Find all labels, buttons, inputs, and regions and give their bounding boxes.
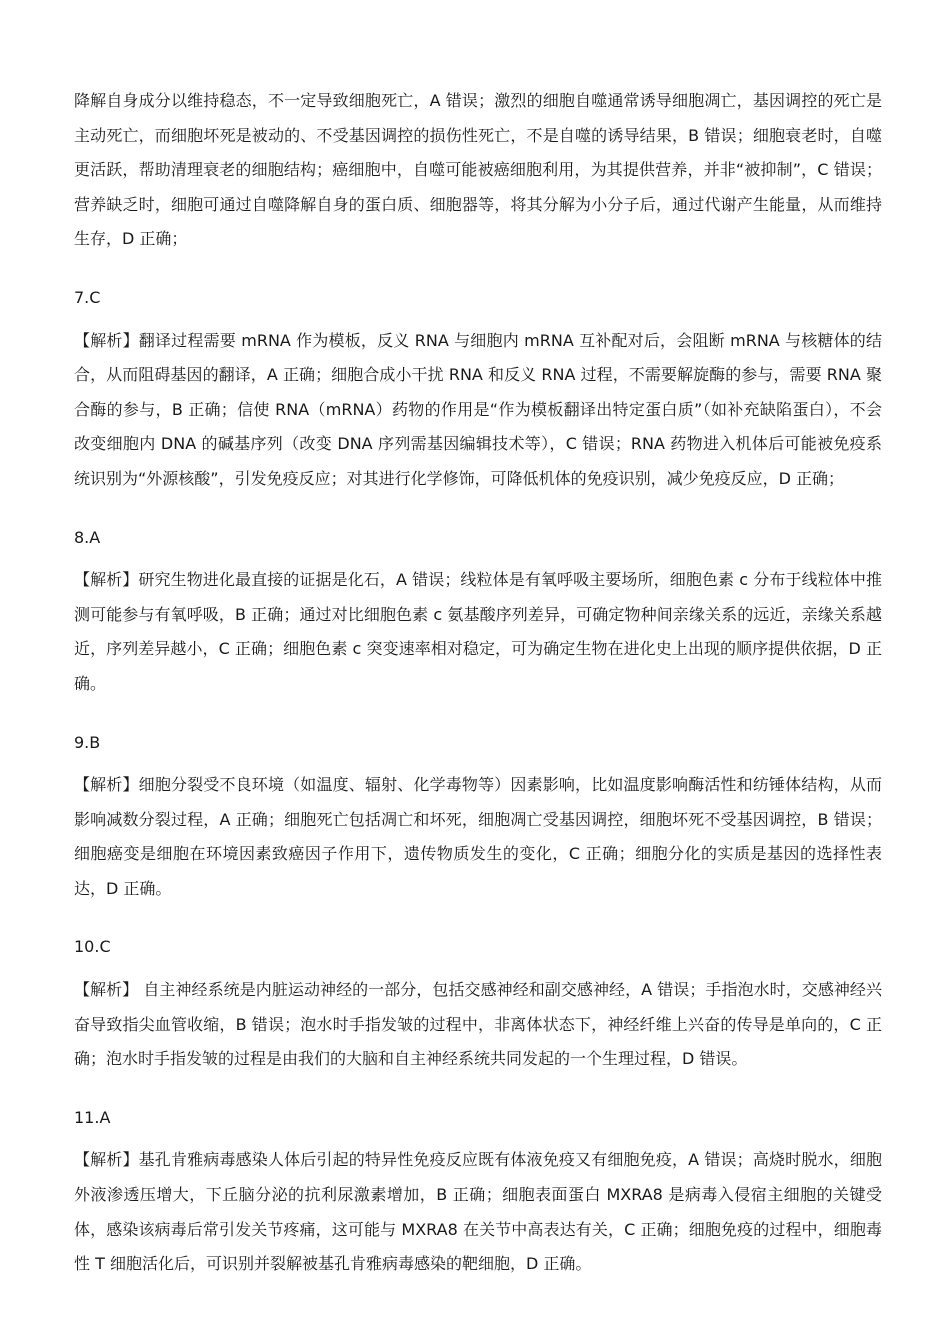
document-page	[74, 84, 882, 1282]
spacer	[74, 702, 882, 726]
analysis-paragraph-q7: 【解析】翻译过程需要 mRNA 作为模板，反义 RNA 与细胞内 mRNA 互补配对后，会阻断 mRNA 与核糖体的结合，从而阻碍基因的翻译，A 正确；细胞合成小干扰 RNA 和反义 RNA 过程，不需要解旋酶的参与，需要 RNA 聚合酶的参与，B 正确；信使 RNA（mRNA）药物的作用是“作为模板翻译出特定蛋白质”（如补充缺陷蛋白），不会改变细胞内 DNA 的碱基序列（改变 DNA 序列需基因编辑技术等），C 错误；RNA 药物进入机体后可能被免疫系统识别为“外源核酸”，引发免疫反应；对其进行化学修饰，可降低机体的免疫识别，减少免疫反应，D 正确；	[74, 330, 882, 488]
analysis-paragraph-q10: 【解析】 自主神经系统是内脏运动神经的一部分，包括交感神经和副交感神经，A 错误；手指泡水时，交感神经兴奋导致指尖血管收缩，B 错误；泡水时手指发皱的过程中，非离体状态下，神经纤维上兴奋的传导是单向的，C 正确；泡水时手指发皱的过程是由我们的大脑和自主神经系统共同发起的一个生理过程，D 错误。	[74, 980, 882, 1069]
spacer	[74, 257, 882, 281]
analysis-paragraph-q8: 【解析】研究生物进化最直接的证据是化石，A 错误；线粒体是有氧呼吸主要场所，细胞色素 c 分布于线粒体中推测可能参与有氧呼吸，B 正确；通过对比细胞色素 c 氨基酸序列差异，可确定物种间亲缘关系的远近，亲缘关系越近，序列差异越小，C 正确；细胞色素 c 突变速率相对稳定，可为确定生物在进化史上出现的顺序提供依据，D 正确。	[74, 570, 882, 693]
spacer	[74, 906, 882, 930]
answer-label-q8: 8.A	[74, 527, 101, 547]
spacer	[74, 1135, 882, 1143]
spacer	[74, 760, 882, 768]
spacer	[74, 965, 882, 973]
spacer	[74, 316, 882, 324]
spacer	[74, 1077, 882, 1101]
analysis-paragraph-q9: 【解析】细胞分裂受不良环境（如温度、辐射、化学毒物等）因素影响，比如温度影响酶活性和纺锤体结构，从而影响减数分裂过程，A 正确；细胞死亡包括凋亡和坏死，细胞凋亡受基因调控，细胞坏死不受基因调控，B 错误；细胞癌变是细胞在环境因素致癌因子作用下，遗传物质发生的变化，C 正确；细胞分化的实质是基因的选择性表达，D 正确。	[74, 775, 882, 898]
spacer	[74, 497, 882, 521]
answer-label-q11: 11.A	[74, 1107, 111, 1127]
answer-label-q10: 10.C	[74, 937, 111, 957]
answer-label-q9: 9.B	[74, 732, 101, 752]
answer-label-q7: 7.C	[74, 287, 101, 307]
analysis-paragraph-q6: 降解自身成分以维持稳态，不一定导致细胞死亡，A 错误；激烈的细胞自噬通常诱导细胞凋亡，基因调控的死亡是主动死亡，而细胞坏死是被动的、不受基因调控的损伤性死亡，不是自噬的诱导结果，B 错误；细胞衰老时，自噬更活跃，帮助清理衰老的细胞结构；癌细胞中，自噬可能被癌细胞利用，为其提供营养，并非“被抑制”，C 错误；营养缺乏时，细胞可通过自噬降解自身的蛋白质、细胞器等，将其分解为小分子后，通过代谢产生能量，从而维持生存，D 正确；	[74, 91, 882, 249]
spacer	[74, 555, 882, 563]
analysis-paragraph-q11: 【解析】基孔肯雅病毒感染人体后引起的特异性免疫反应既有体液免疫又有细胞免疫，A 错误；高烧时脱水，细胞外液渗透压增大，下丘脑分泌的抗利尿激素增加，B 正确；细胞表面蛋白 MXRA8 是病毒入侵宿主细胞的关键受体，感染该病毒后常引发关节疼痛，这可能与 MXRA8 在关节中高表达有关，C 正确；细胞免疫的过程中，细胞毒性 T 细胞活化后，可识别并裂解被基孔肯雅病毒感染的靶细胞，D 正确。	[74, 1150, 882, 1274]
